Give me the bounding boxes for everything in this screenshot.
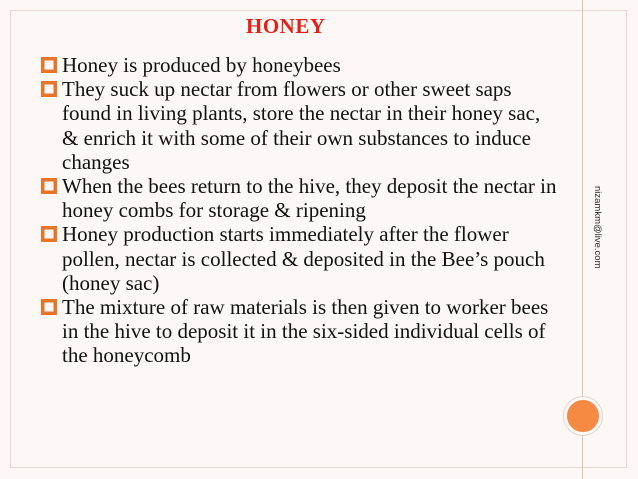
- square-bullet-icon: [40, 298, 58, 316]
- side-email: nizamkm@live.com: [592, 186, 603, 269]
- bullet-item: [40, 77, 560, 174]
- bullet-item: [40, 174, 560, 222]
- bullet-text: Honey is produced by honeybees: [62, 53, 341, 77]
- bullet-item: [40, 222, 560, 295]
- orange-circle-icon: [564, 397, 602, 435]
- square-bullet-icon: [40, 56, 58, 74]
- bullet-text: When the bees return to the hive, they deposit the nectar in honey combs for storage & ripening: [62, 174, 557, 223]
- slide-title: HONEY: [246, 14, 326, 38]
- bullet-list: [40, 53, 560, 368]
- square-bullet-icon: [40, 225, 58, 243]
- square-bullet-icon: [40, 177, 58, 195]
- square-bullet-icon: [40, 80, 58, 98]
- bullet-text: Honey production starts immediately after the flower pollen, nectar is collected & deposited in the Bee’s pouch (honey sac): [62, 222, 545, 295]
- bullet-item: [40, 53, 560, 77]
- bullet-text: They suck up nectar from flowers or other sweet saps found in living plants, store the nectar in their honey sac, & enrich it with some of their own substances to induce changes: [62, 77, 541, 174]
- bullet-item: [40, 295, 560, 368]
- bullet-text: The mixture of raw materials is then given to worker bees in the hive to deposit it in the six-sided individual cells of the honeycomb: [62, 295, 549, 368]
